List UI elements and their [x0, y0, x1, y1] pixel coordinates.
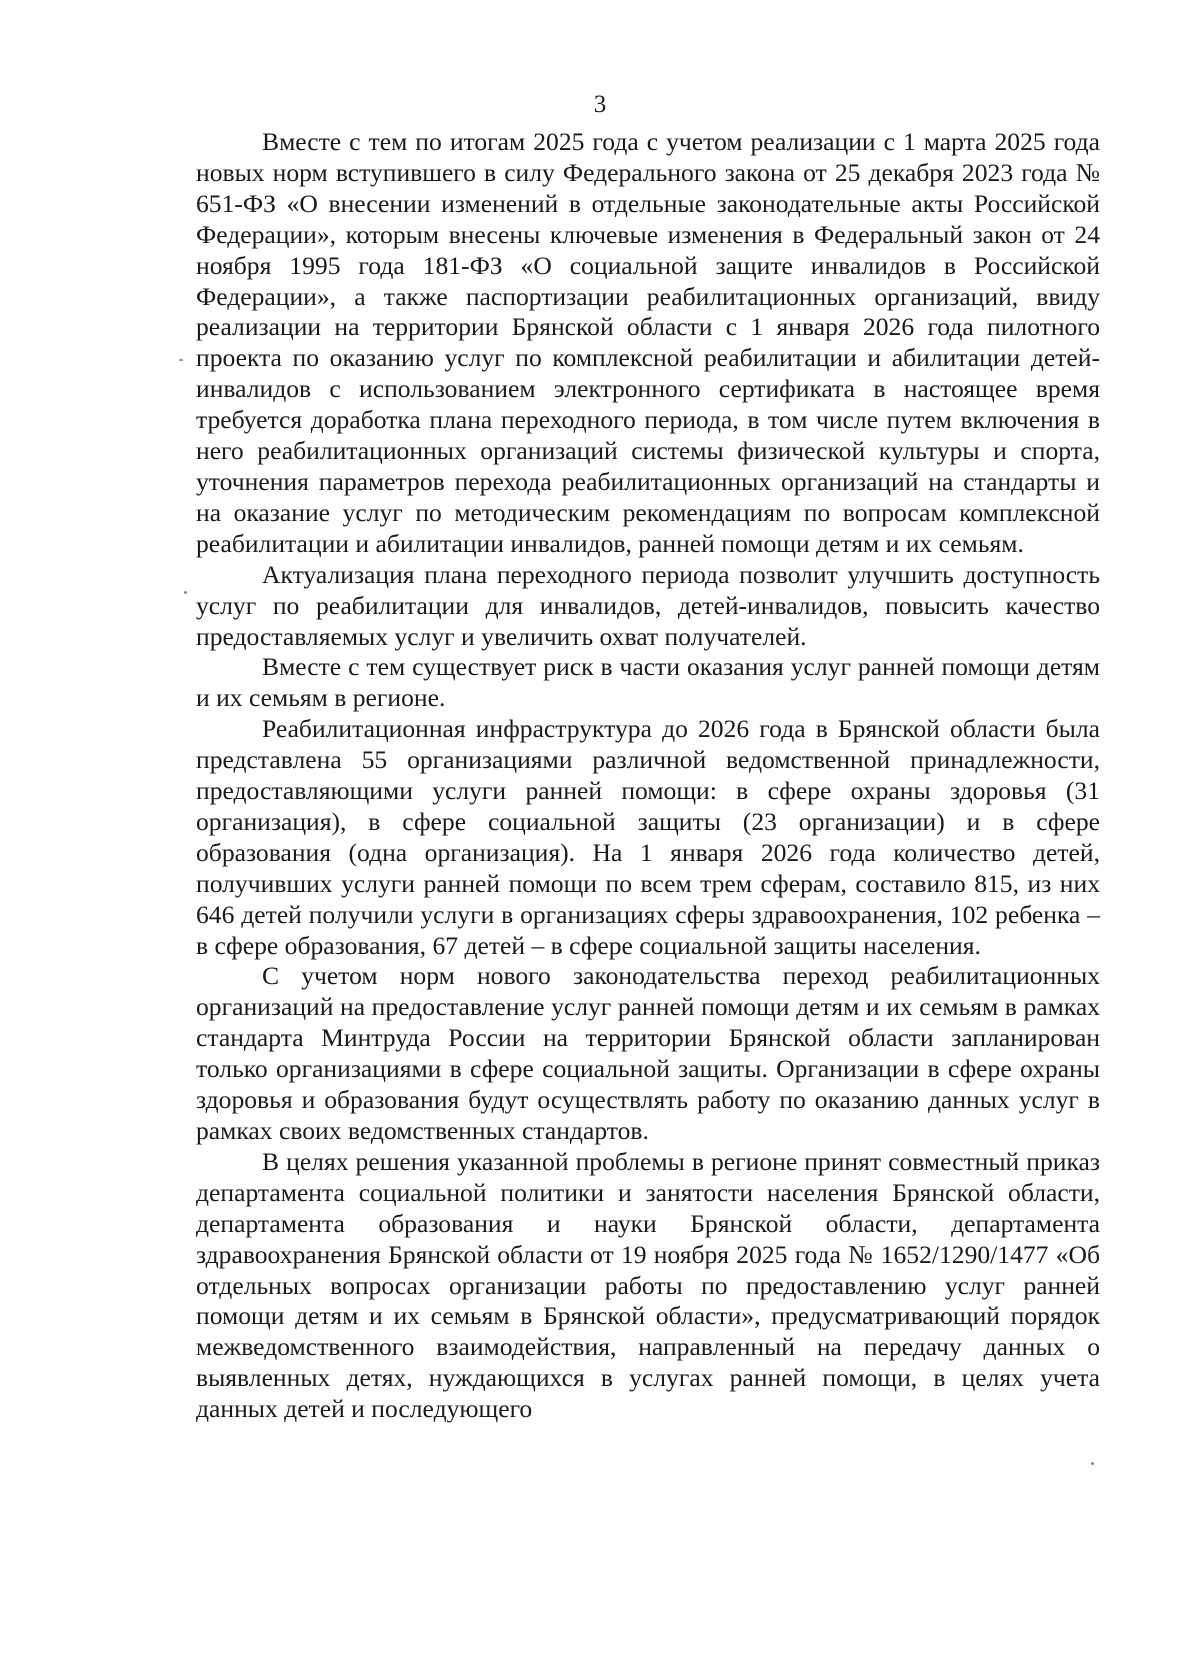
paragraph-infrastructure: Реабилитационная инфраструктура до 2026 года в Брянской области была представлена 55 организациями различной ведомственной принадлежности, предоставляющими услуги ранней помощи: в сфере охраны здоровья (31 организация), в сфере социальной защиты (23 организации) и в сфере образования (одна организация). На 1 января 2026 года количество детей, получивших услуги ранней помощи по всем трем сферам, составило 815, из них 646 детей получили услуги в организациях сферы здравоохранения, 102 ребенка – в сфере образования, 67 детей – в сфере социальной защиты населения.: [196, 714, 1100, 960]
paragraph-plan-update-benefits: Актуализация плана переходного периода позволит улучшить доступность услуг по реабилитации для инвалидов, детей-инвалидов, повысить качество предоставляемых услуг и увеличить охват получателей.: [196, 559, 1100, 651]
scan-speck: [179, 359, 183, 361]
body-text: [196, 127, 1100, 1425]
scan-speck: [1091, 1462, 1094, 1465]
paragraph-new-legislation: С учетом норм нового законодательства переход реабилитационных организаций на предоставление услуг ранней помощи детям и их семьям в рамках стандарта Минтруда России на территории Брянской области запланирован только организациями в сфере социальной защиты. Организации в сфере охраны здоровья и образования будут осуществлять работу по оказанию данных услуг в рамках своих ведомственных стандартов.: [196, 961, 1100, 1145]
scan-speck: [184, 591, 187, 594]
paragraph-early-help-risk: Вместе с тем существует риск в части оказания услуг ранней помощи детям и их семьям в регионе.: [196, 652, 1100, 713]
paragraph-plan-revision: Вместе с тем по итогам 2025 года с учетом реализации с 1 марта 2025 года новых норм вступившего в силу Федерального закона от 25 декабря 2023 года № 651-ФЗ «О внесении изменений в отдельные законодательные акты Российской Федерации», которым внесены ключевые изменения в Федеральный закон от 24 ноября 1995 года 181-ФЗ «О социальной защите инвалидов в Российской Федерации», а также паспортизации реабилитационных организаций, ввиду реализации на территории Брянской области с 1 января 2026 года пилотного проекта по оказанию услуг по комплексной реабилитации и абилитации детей-инвалидов с использованием электронного сертификата в настоящее время требуется доработка плана переходного периода, в том числе путем включения в него реабилитационных организаций системы физической культуры и спорта, уточнения параметров перехода реабилитационных организаций на стандарты и на оказание услуг по методическим рекомендациям по вопросам комплексной реабилитации и абилитации инвалидов, ранней помощи детям и их семьям.: [196, 127, 1100, 558]
page-number: 3: [593, 91, 607, 118]
paragraph-joint-order: В целях решения указанной проблемы в регионе принят совместный приказ департамента социальной политики и занятости населения Брянской области, департамента образования и науки Брянской области, департамента здравоохранения Брянской области от 19 ноября 2025 года № 1652/1290/1477 «Об отдельных вопросах организации работы по предоставлению услуг ранней помощи детям и их семьям в Брянской области», предусматривающий порядок межведомственного взаимодействия, направленный на передачу данных о выявленных детях, нуждающихся в услугах ранней помощи, в целях учета данных детей и последующего: [196, 1146, 1100, 1424]
